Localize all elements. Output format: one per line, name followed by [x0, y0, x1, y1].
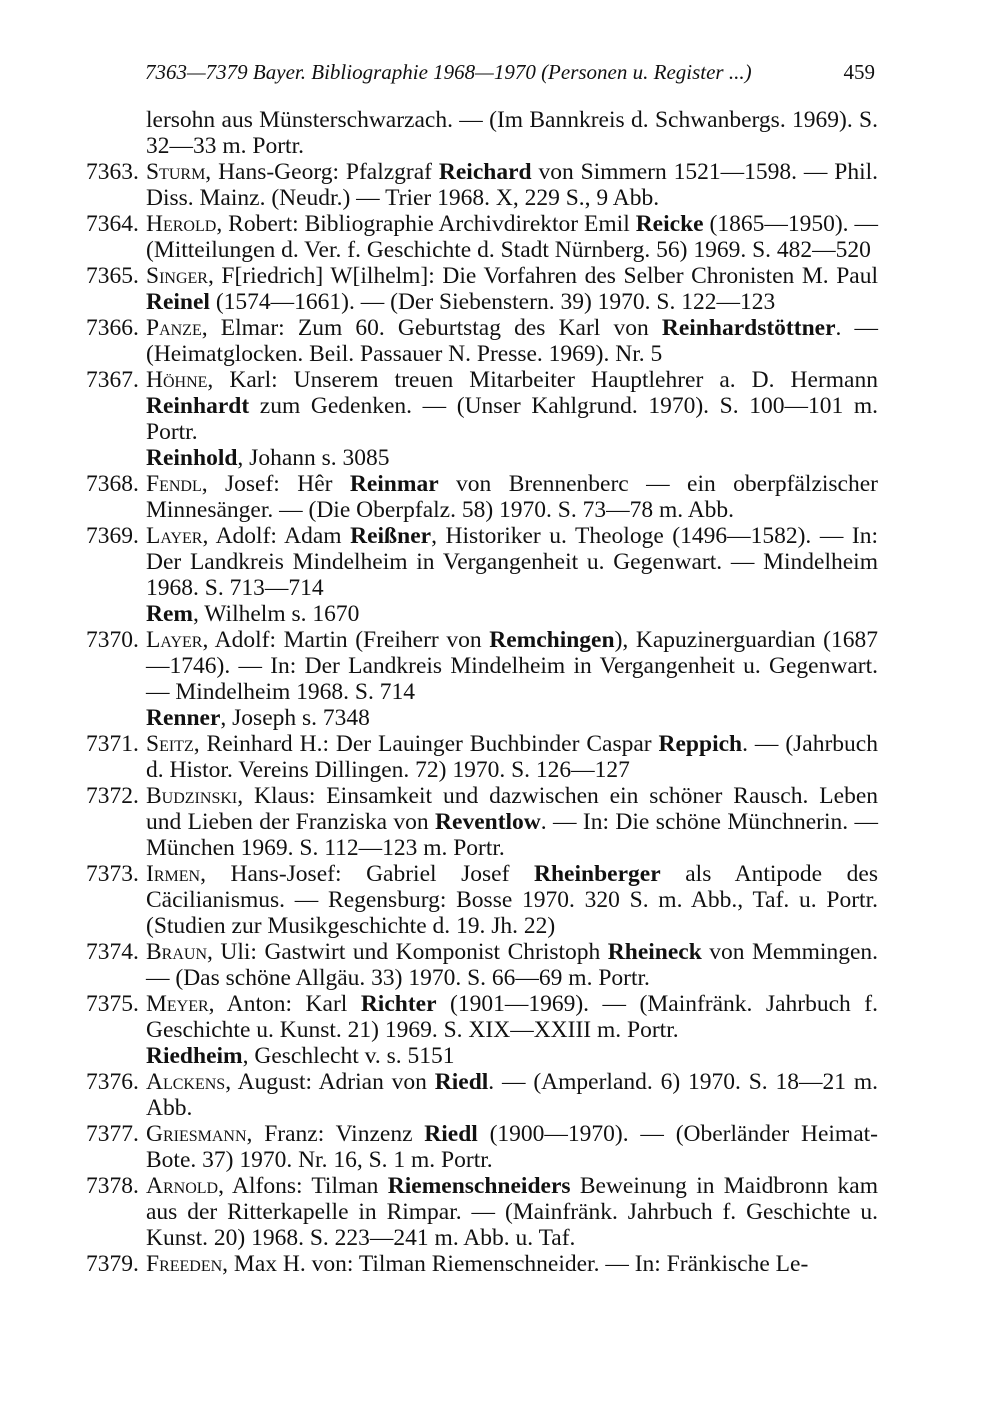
- entry-number: 7378.: [86, 1173, 139, 1199]
- bibliography-list: [0, 107, 1000, 1277]
- entry-keyword: Renner: [146, 705, 221, 731]
- entry-author: Meyer: [146, 991, 209, 1017]
- entry-text: Adolf: Adam: [215, 523, 351, 549]
- entry-text-tail: , Wilhelm s. 1670: [192, 601, 360, 627]
- entry-separator: ,: [200, 861, 231, 887]
- entry-text-tail: . — (Jahrbuch d. Histor. Vereins Dillingen. 72) 1970. S. 126—127: [146, 731, 878, 783]
- entry-separator: ,: [201, 471, 226, 497]
- entry-number: 7372.: [86, 783, 139, 809]
- bibliography-entry: [0, 523, 1000, 601]
- entry-text: August: Adrian von: [237, 1069, 435, 1095]
- entry-author: Budzinski: [146, 783, 238, 809]
- entry-number: 7370.: [86, 627, 139, 653]
- entry-text: Hans-Georg: Pfalzgraf: [218, 159, 439, 185]
- bibliography-entry: [0, 1173, 1000, 1251]
- entry-keyword: Rem: [146, 601, 193, 627]
- entry-separator: ,: [246, 1121, 265, 1147]
- entry-text-tail: zum Gedenken. — (Unser Kahlgrund. 1970). S. 100—101 m. Portr.: [146, 393, 878, 445]
- entry-number: 7379.: [86, 1251, 139, 1277]
- entry-text-tail: als Antipode des Cäcilianismus. — Regensburg: Bosse 1970. 320 S. m. Abb., Taf. u. Portr. (Studien zur Musikgeschichte d. 19. Jh. 22): [146, 861, 879, 939]
- entry-author: Griesmann: [146, 1121, 247, 1147]
- entry-text-tail: . — (Amperland. 6) 1970. S. 18—21 m. Abb.: [146, 1069, 878, 1121]
- bibliography-entry: [0, 211, 1000, 263]
- entry-keyword: Rheinberger: [534, 861, 661, 887]
- bibliography-entry: [0, 939, 1000, 991]
- entry-text: Hans-Josef: Gabriel Josef: [230, 861, 535, 887]
- cross-reference-entry: [0, 445, 1000, 471]
- entry-separator: ,: [202, 627, 215, 653]
- bibliography-entry: [0, 1251, 1000, 1277]
- entry-separator: ,: [237, 783, 255, 809]
- entry-number: 7364.: [86, 211, 139, 237]
- entry-author: Singer: [146, 263, 208, 289]
- entry-author: Sturm: [146, 159, 206, 185]
- entry-author: Freeden: [146, 1251, 223, 1277]
- entry-text-tail: , Historiker u. Theologe (1496—1582). — In: Der Landkreis Mindelheim in Vergangenheit u. Gegenwart. — Mindelheim 1968. S. 713—714: [146, 523, 878, 601]
- entry-separator: ,: [205, 159, 219, 185]
- entry-text: Josef: Hêr: [225, 471, 350, 497]
- bibliography-entry: [0, 783, 1000, 861]
- entry-author: Layer: [146, 627, 203, 653]
- entry-number: 7363.: [86, 159, 139, 185]
- entry-keyword: Remchingen: [489, 627, 615, 653]
- entry-text: Adolf: Martin (Freiherr von: [214, 627, 490, 653]
- running-header: [145, 60, 875, 85]
- bibliography-entry: [0, 1069, 1000, 1121]
- entry-text: Reinhard H.: Der Lauinger Buchbinder Caspar: [206, 731, 659, 757]
- entry-separator: ,: [207, 367, 230, 393]
- entry-number: 7366.: [86, 315, 139, 341]
- entry-separator: ,: [193, 731, 207, 757]
- entry-separator: ,: [218, 1173, 232, 1199]
- entry-keyword: Reichard: [438, 159, 532, 185]
- entry-author: Layer: [146, 523, 203, 549]
- entry-keyword: Reventlow: [435, 809, 541, 835]
- bibliography-entry: [0, 627, 1000, 705]
- entry-text-tail: , Geschlecht v. s. 5151: [242, 1043, 455, 1069]
- entry-number: 7376.: [86, 1069, 139, 1095]
- page-number: 459: [843, 60, 875, 84]
- cross-reference-entry: [0, 705, 1000, 731]
- entry-text: Anton: Karl: [226, 991, 361, 1017]
- entry-number: 7365.: [86, 263, 139, 289]
- entry-text-tail: Beweinung in Maidbronn kam aus der Ritterkapelle in Rimpar. — (Mainfränk. Jahrbuch f. Geschichte u. Kunst. 20) 1968. S. 223—241 m. Abb. u. Taf.: [146, 1173, 878, 1251]
- entry-author: Fendl: [146, 471, 202, 497]
- entry-text: Robert: Bibliographie Archivdirektor Emil: [228, 211, 636, 237]
- entry-text: Uli: Gastwirt und Komponist Christoph: [220, 939, 608, 965]
- entry-keyword: Reppich: [658, 731, 743, 757]
- bibliography-entry: [0, 315, 1000, 367]
- entry-text-tail: , Joseph s. 7348: [220, 705, 370, 731]
- entry-keyword: Reinmar: [349, 471, 439, 497]
- entry-text-tail: (1901—1969). — (Mainfränk. Jahrbuch f. Geschichte u. Kunst. 21) 1969. S. XIX—XXIII m. Portr.: [146, 991, 878, 1043]
- entry-author: Panze: [146, 315, 202, 341]
- cross-reference-entry: [0, 1043, 1000, 1069]
- bibliography-entry: [0, 263, 1000, 315]
- entry-keyword: Reißner: [350, 523, 432, 549]
- entry-text: Karl: Unserem treuen Mitarbeiter Hauptlehrer a. D. Hermann: [229, 367, 878, 393]
- entry-separator: ,: [225, 1069, 238, 1095]
- entry-keyword: Reinel: [146, 289, 210, 315]
- bibliography-entry: [0, 159, 1000, 211]
- entry-text: Alfons: Tilman: [232, 1173, 388, 1199]
- entry-text-tail: . — (Heimatglocken. Beil. Passauer N. Presse. 1969). Nr. 5: [146, 315, 879, 367]
- entry-separator: ,: [216, 211, 229, 237]
- bibliography-entry: [0, 1121, 1000, 1173]
- bibliography-entry: [0, 991, 1000, 1043]
- bibliography-entry: [0, 731, 1000, 783]
- entry-text-tail: (1865—1950). — (Mitteilungen d. Ver. f. Geschichte d. Stadt Nürnberg. 56) 1969. S. 482—520: [146, 211, 879, 263]
- entry-separator: ,: [207, 939, 221, 965]
- entry-text-tail: ), Kapuzinerguardian (1687—1746). — In: Der Landkreis Mindelheim in Vergangenheit u. Gegenwart. — Mindelheim 1968. S. 714: [146, 627, 878, 705]
- entry-text: Elmar: Zum 60. Geburtstag des Karl von: [220, 315, 662, 341]
- entry-keyword: Richter: [360, 991, 437, 1017]
- entry-author: Arnold: [146, 1173, 219, 1199]
- entry-keyword: Riedl: [424, 1121, 478, 1147]
- entry-author: Alckens: [146, 1069, 226, 1095]
- entry-separator: ,: [202, 523, 216, 549]
- entry-number: 7375.: [86, 991, 139, 1017]
- entry-number: 7369.: [86, 523, 139, 549]
- bibliography-entry: [0, 471, 1000, 523]
- entry-author: Irmen: [146, 861, 201, 887]
- entry-text: Max H. von: Tilman Riemenschneider. — In: Fränkische Le-: [233, 1251, 809, 1277]
- bibliography-entry: [0, 367, 1000, 445]
- entry-text: lersohn aus Münsterschwarzach. — (Im Bannkreis d. Schwanbergs. 1969). S. 32—33 m. Portr.: [146, 107, 878, 159]
- entry-separator: ,: [208, 991, 227, 1017]
- entry-number: 7368.: [86, 471, 139, 497]
- entry-separator: ,: [222, 1251, 234, 1277]
- entry-number: 7371.: [86, 731, 139, 757]
- entry-text-tail: , Johann s. 3085: [237, 445, 390, 471]
- bibliography-entry: [0, 107, 1000, 159]
- entry-author: Seitz: [146, 731, 194, 757]
- entry-keyword: Riemenschneiders: [387, 1173, 571, 1199]
- entry-number: 7373.: [86, 861, 139, 887]
- entry-keyword: Reicke: [635, 211, 704, 237]
- entry-author: Braun: [146, 939, 208, 965]
- entry-text: Klaus: Einsamkeit und dazwischen ein schöner Rausch. Leben und Lieben der Franziska von: [146, 783, 878, 835]
- entry-keyword: Rheineck: [607, 939, 702, 965]
- entry-keyword: Riedheim: [146, 1043, 243, 1069]
- entry-separator: ,: [201, 315, 221, 341]
- entry-keyword: Reinhold: [146, 445, 238, 471]
- entry-keyword: Reinhardt: [146, 393, 250, 419]
- entry-number: 7377.: [86, 1121, 139, 1147]
- entry-text-tail: von Simmern 1521—1598. — Phil. Diss. Mainz. (Neudr.) — Trier 1968. X, 229 S., 9 Abb.: [146, 159, 879, 211]
- bibliography-entry: [0, 861, 1000, 939]
- entry-author: Höhne: [146, 367, 208, 393]
- entry-text: Franz: Vinzenz: [264, 1121, 425, 1147]
- entry-text-tail: von Brennenberc — ein oberpfälzischer Minnesänger. — (Die Oberpfalz. 58) 1970. S. 73—78 m. Abb.: [146, 471, 878, 523]
- running-title: 7363—7379 Bayer. Bibliographie 1968—1970 (Personen u. Register ...): [145, 60, 752, 84]
- entry-text-tail: von Memmingen. — (Das schöne Allgäu. 33) 1970. S. 66—69 m. Portr.: [146, 939, 878, 991]
- entry-text-tail: (1574—1661). — (Der Siebenstern. 39) 1970. S. 122—123: [209, 289, 776, 315]
- entry-text-tail: . — In: Die schöne Münchnerin. — München 1969. S. 112—123 m. Portr.: [146, 809, 878, 861]
- entry-keyword: Riedl: [434, 1069, 489, 1095]
- entry-number: 7367.: [86, 367, 139, 393]
- cross-reference-entry: [0, 601, 1000, 627]
- entry-text: F[riedrich] W[ilhelm]: Die Vorfahren des Selber Chronisten M. Paul: [221, 263, 878, 289]
- entry-number: 7374.: [86, 939, 139, 965]
- entry-author: Herold: [146, 211, 217, 237]
- entry-keyword: Reinhardstöttner: [661, 315, 836, 341]
- entry-separator: ,: [207, 263, 222, 289]
- entry-text-tail: (1900—1970). — (Oberländer Heimat-Bote. 37) 1970. Nr. 16, S. 1 m. Portr.: [146, 1121, 878, 1173]
